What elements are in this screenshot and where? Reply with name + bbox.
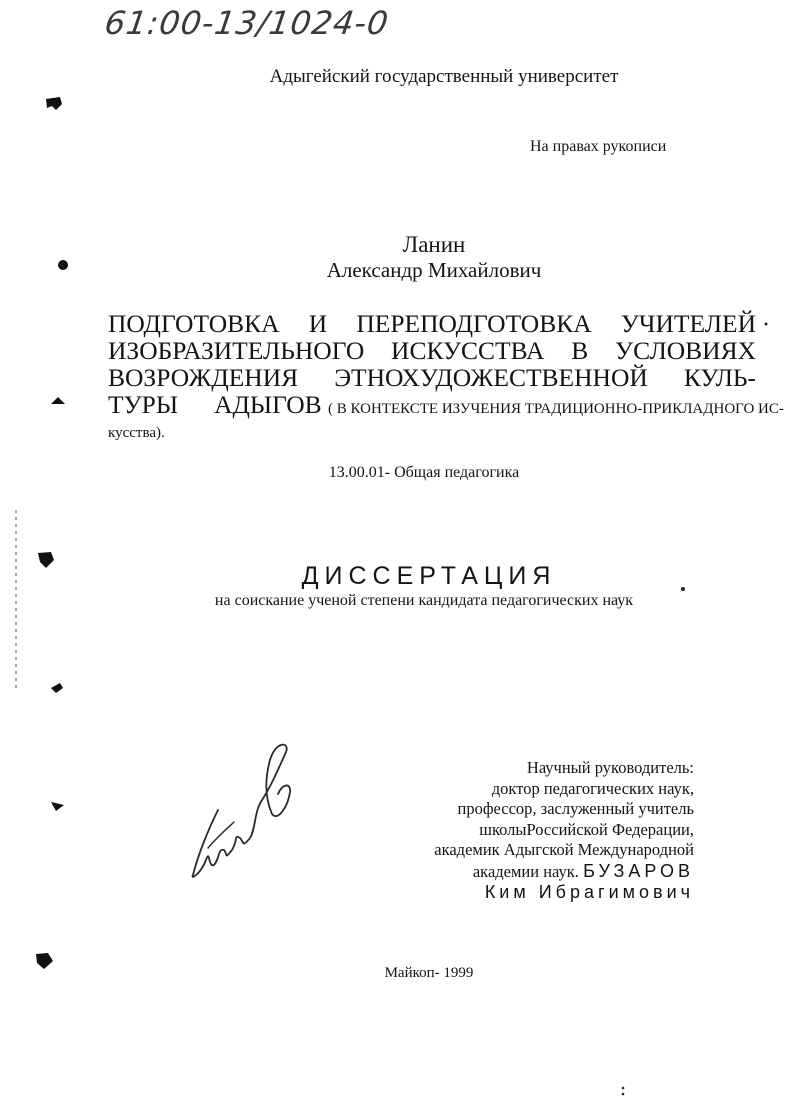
supervisor-line-3: школыРоссийской Федерации, <box>479 819 694 839</box>
supervisor-block <box>434 758 694 903</box>
scan-dot-icon <box>56 258 70 272</box>
title-subtitle: ( В КОНТЕКСТЕ ИЗУЧЕНИЯ ТРАДИЦИОННО-ПРИКЛАДНОГО ИС- <box>328 401 784 417</box>
scan-blot-icon <box>50 682 64 694</box>
supervisor-name: Ким Ибрагимович <box>484 882 694 902</box>
supervisor-role: Научный руководитель: <box>526 758 694 777</box>
title-word-tury: ТУРЫ <box>108 390 179 419</box>
specialty-code: 13.00.01- Общая педагогика <box>328 464 520 481</box>
document-type: ДИССЕРТАЦИЯ <box>301 562 557 590</box>
author-surname: Ланин <box>402 232 466 257</box>
dissertation-title <box>108 309 784 443</box>
title-line-3: ВОЗРОЖДЕНИЯ ЭТНОХУДОЖЕСТВЕННОЙ КУЛЬ- <box>108 363 756 392</box>
scan-speck-icon <box>680 586 686 592</box>
title-word-adygov: АДЫГОВ <box>214 390 322 419</box>
scan-speck-icon <box>764 322 768 326</box>
title-line-1: ПОДГОТОВКА И ПЕРЕПОДГОТОВКА УЧИТЕЛЕЙ <box>108 309 756 338</box>
supervisor-line-2: профессор, заслуженный учитель <box>457 799 694 818</box>
title-subtitle-continued: кусства). <box>108 425 165 441</box>
scan-edge-line <box>14 510 18 690</box>
scan-speck-icon <box>620 1086 626 1096</box>
title-line-2: ИЗОБРАЗИТЕЛЬНОГО ИСКУССТВА В УСЛОВИЯХ <box>108 336 756 365</box>
scan-blot-icon <box>44 96 64 112</box>
scan-blot-icon <box>50 800 66 812</box>
supervisor-academy: академии наук. <box>472 861 579 881</box>
supervisor-line-4: академик Адыгской Международной <box>434 840 694 859</box>
university-name: Адыгейский государственный университет <box>269 66 619 87</box>
archive-stamp: 61:00-13/1024-0 <box>102 4 392 42</box>
manuscript-note: На правах рукописи <box>530 138 667 155</box>
scan-arrow-icon <box>50 396 66 406</box>
title-line-4 <box>108 390 784 423</box>
scan-blot-icon <box>36 550 56 570</box>
city-year: Майкоп- 1999 <box>384 965 474 981</box>
supervisor-surname: БУЗАРОВ <box>583 860 694 881</box>
supervisor-line-1: доктор педагогических наук, <box>491 778 694 798</box>
scan-blot-icon <box>34 952 54 970</box>
supervisor-line-5 <box>434 861 694 883</box>
degree-line: на соискание ученой степени кандидата педагогических наук <box>214 592 634 609</box>
signature-icon <box>178 730 308 890</box>
author-name: Александр Михайлович <box>326 258 542 282</box>
